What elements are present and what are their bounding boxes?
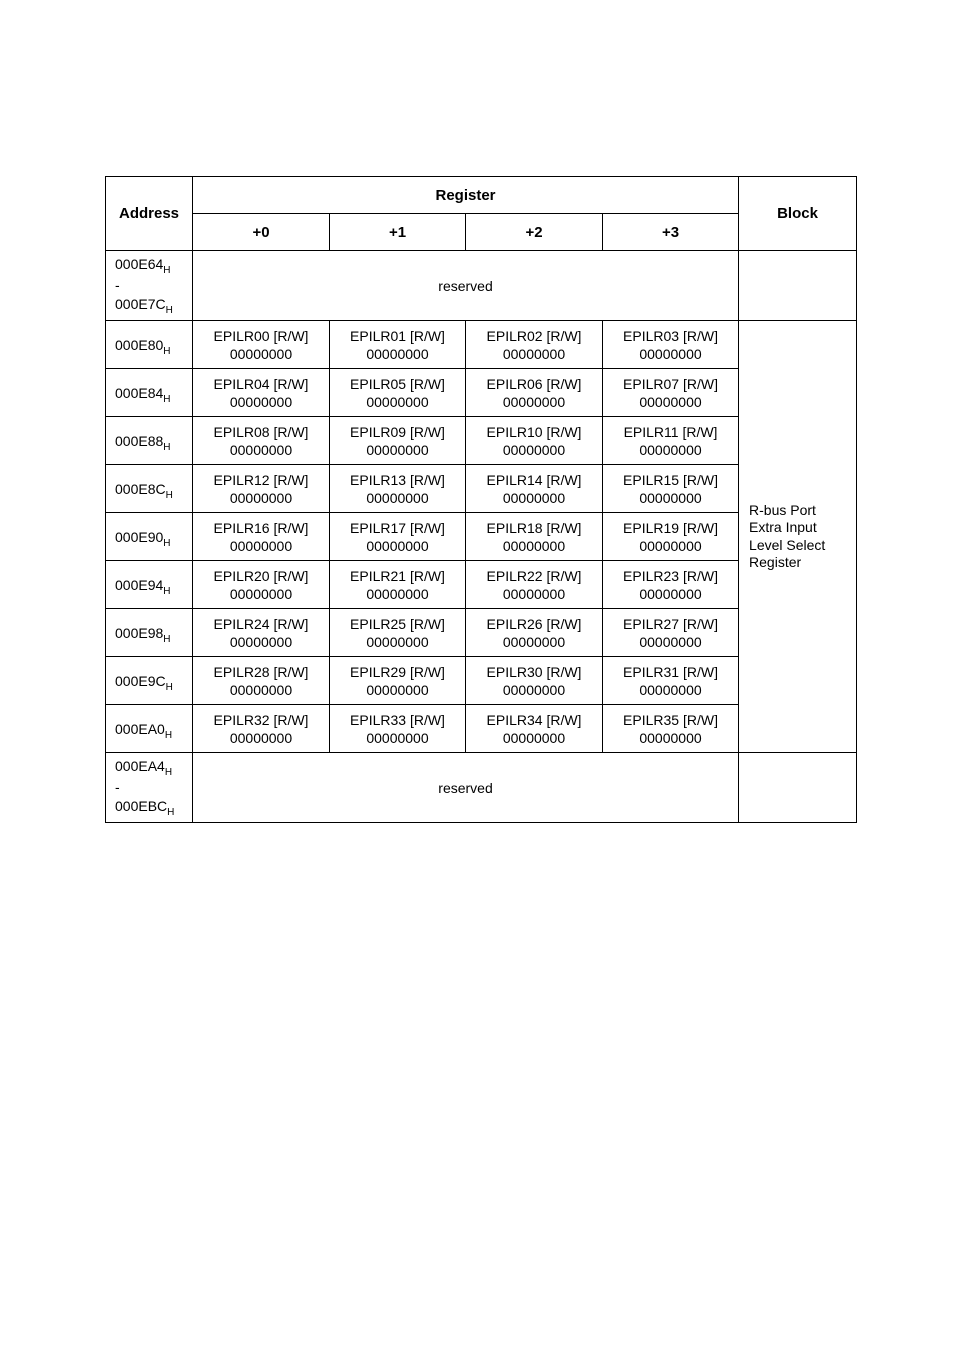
register-name: EPILR06 [R/W] xyxy=(486,375,582,392)
register-name: EPILR22 [R/W] xyxy=(486,567,582,584)
register-initial-value: 00000000 xyxy=(229,393,293,410)
register-initial-value: 00000000 xyxy=(366,441,429,458)
address-value: 000E84 xyxy=(115,384,164,401)
address-cell xyxy=(106,561,193,609)
register-initial-value: 00000000 xyxy=(639,345,702,362)
register-initial-value: 00000000 xyxy=(229,729,293,746)
register-name: EPILR08 [R/W] xyxy=(213,423,309,440)
register-initial-value: 00000000 xyxy=(502,537,566,554)
register-cell xyxy=(466,417,603,465)
register-name: EPILR29 [R/W] xyxy=(350,663,445,680)
offset-header-2: +2 xyxy=(466,214,603,251)
address-cell xyxy=(106,657,193,705)
block-description-line: Level Select xyxy=(749,536,826,553)
register-name: EPILR03 [R/W] xyxy=(623,327,718,344)
register-initial-value: 00000000 xyxy=(502,585,566,602)
register-name: EPILR26 [R/W] xyxy=(486,615,582,632)
address-value: 000E9C xyxy=(115,672,166,689)
register-initial-value: 00000000 xyxy=(502,489,566,506)
address-value: 000E94 xyxy=(115,576,164,593)
register-cell xyxy=(466,561,603,609)
register-cell xyxy=(603,657,739,705)
register-cell xyxy=(603,417,739,465)
address-cell xyxy=(106,705,193,753)
register-name: EPILR17 [R/W] xyxy=(350,519,445,536)
block-header: Block xyxy=(739,177,857,251)
register-name: EPILR31 [R/W] xyxy=(623,663,718,680)
register-name: EPILR12 [R/W] xyxy=(213,471,309,488)
block-cell-empty xyxy=(739,753,857,823)
register-cell xyxy=(330,321,466,369)
address-start: 000EA4 xyxy=(115,758,165,774)
register-name: EPILR27 [R/W] xyxy=(623,615,718,632)
register-cell xyxy=(466,609,603,657)
register-cell xyxy=(466,705,603,753)
address-cell xyxy=(106,417,193,465)
hex-suffix: H xyxy=(163,345,171,357)
register-name: EPILR24 [R/W] xyxy=(213,615,309,632)
register-initial-value: 00000000 xyxy=(366,585,429,602)
address-value: 000E80 xyxy=(115,336,164,353)
register-name: EPILR09 [R/W] xyxy=(350,423,445,440)
register-initial-value: 00000000 xyxy=(639,729,702,746)
hex-suffix: H xyxy=(167,807,175,818)
address-value: 000E8C xyxy=(115,480,166,497)
address-range-cell xyxy=(106,753,193,823)
register-cell xyxy=(193,513,330,561)
register-initial-value: 00000000 xyxy=(366,393,429,410)
register-name: EPILR33 [R/W] xyxy=(350,711,445,728)
register-name: EPILR28 [R/W] xyxy=(213,663,309,680)
address-value: 000EA0 xyxy=(115,720,165,737)
register-cell xyxy=(193,609,330,657)
register-initial-value: 00000000 xyxy=(639,681,702,698)
hex-suffix: H xyxy=(165,489,173,501)
offset-header-1: +1 xyxy=(330,214,466,251)
address-cell xyxy=(106,369,193,417)
address-header: Address xyxy=(106,177,193,251)
register-cell xyxy=(193,561,330,609)
register-name: EPILR10 [R/W] xyxy=(486,423,582,440)
address-cell xyxy=(106,321,193,369)
address-end: 000EBC xyxy=(115,798,168,814)
register-initial-value: 00000000 xyxy=(502,441,566,458)
block-description xyxy=(739,321,857,753)
register-name: EPILR13 [R/W] xyxy=(350,471,445,488)
register-name: EPILR19 [R/W] xyxy=(623,519,718,536)
register-cell xyxy=(193,705,330,753)
register-initial-value: 00000000 xyxy=(366,537,429,554)
address-end: 000E7C xyxy=(115,296,166,312)
register-cell xyxy=(603,513,739,561)
register-initial-value: 00000000 xyxy=(366,345,429,362)
register-cell xyxy=(330,609,466,657)
register-initial-value: 00000000 xyxy=(366,489,429,506)
register-cell xyxy=(603,609,739,657)
register-name: EPILR34 [R/W] xyxy=(486,711,582,728)
reserved-row-bottom xyxy=(106,753,857,823)
register-cell xyxy=(603,465,739,513)
register-initial-value: 00000000 xyxy=(229,345,293,362)
reserved-label: reserved xyxy=(193,753,739,823)
register-initial-value: 00000000 xyxy=(502,393,566,410)
reserved-label: reserved xyxy=(193,251,739,321)
range-dash: - xyxy=(115,277,120,293)
register-initial-value: 00000000 xyxy=(366,729,429,746)
register-name: EPILR02 [R/W] xyxy=(486,327,582,344)
table-row xyxy=(106,321,857,369)
register-name: EPILR04 [R/W] xyxy=(213,375,309,392)
register-name: EPILR00 [R/W] xyxy=(213,327,309,344)
register-initial-value: 00000000 xyxy=(229,681,293,698)
reserved-row-top xyxy=(106,251,857,321)
address-start: 000E64 xyxy=(115,256,164,272)
block-description-line: Register xyxy=(749,554,802,570)
register-name: EPILR15 [R/W] xyxy=(623,471,718,488)
register-name: EPILR35 [R/W] xyxy=(623,711,718,728)
register-cell xyxy=(330,369,466,417)
address-range-cell xyxy=(106,251,193,321)
register-cell xyxy=(603,561,739,609)
register-initial-value: 00000000 xyxy=(502,633,566,650)
register-initial-value: 00000000 xyxy=(366,681,429,698)
hex-suffix: H xyxy=(164,767,173,778)
register-name: EPILR21 [R/W] xyxy=(350,567,445,584)
register-cell xyxy=(193,369,330,417)
register-name: EPILR30 [R/W] xyxy=(486,663,582,680)
register-name: EPILR23 [R/W] xyxy=(623,567,718,584)
hex-suffix: H xyxy=(165,681,173,693)
offset-header-3: +3 xyxy=(603,214,739,251)
register-cell xyxy=(330,705,466,753)
register-initial-value: 00000000 xyxy=(229,585,293,602)
register-name: EPILR25 [R/W] xyxy=(350,615,445,632)
register-name: EPILR20 [R/W] xyxy=(213,567,309,584)
register-name: EPILR05 [R/W] xyxy=(350,375,445,392)
register-name: EPILR01 [R/W] xyxy=(350,327,445,344)
hex-suffix: H xyxy=(165,305,173,316)
register-cell xyxy=(193,465,330,513)
register-cell xyxy=(330,513,466,561)
register-initial-value: 00000000 xyxy=(366,633,429,650)
register-cell xyxy=(466,657,603,705)
block-description-line: Extra Input xyxy=(749,519,817,535)
register-name: EPILR18 [R/W] xyxy=(486,519,582,536)
block-cell-empty xyxy=(739,251,857,321)
range-dash: - xyxy=(115,779,120,795)
register-header: Register xyxy=(193,177,739,214)
hex-suffix: H xyxy=(163,441,171,453)
address-value: 000E98 xyxy=(115,624,164,641)
register-initial-value: 00000000 xyxy=(229,441,293,458)
register-initial-value: 00000000 xyxy=(229,633,293,650)
register-initial-value: 00000000 xyxy=(502,729,566,746)
register-cell xyxy=(193,657,330,705)
hex-suffix: H xyxy=(163,265,171,276)
block-description-line: R-bus Port xyxy=(749,501,816,518)
register-cell xyxy=(466,369,603,417)
register-cell xyxy=(603,321,739,369)
hex-suffix: H xyxy=(163,633,171,645)
hex-suffix: H xyxy=(164,729,173,741)
address-cell xyxy=(106,609,193,657)
register-initial-value: 00000000 xyxy=(639,489,702,506)
register-name: EPILR16 [R/W] xyxy=(213,519,309,536)
register-cell xyxy=(330,561,466,609)
register-initial-value: 00000000 xyxy=(639,585,702,602)
register-initial-value: 00000000 xyxy=(639,537,702,554)
register-cell xyxy=(466,513,603,561)
register-initial-value: 00000000 xyxy=(229,489,293,506)
register-name: EPILR07 [R/W] xyxy=(623,375,718,392)
register-cell xyxy=(466,465,603,513)
register-name: EPILR14 [R/W] xyxy=(486,471,582,488)
address-value: 000E88 xyxy=(115,432,164,449)
register-cell xyxy=(330,657,466,705)
register-cell xyxy=(603,369,739,417)
register-name: EPILR32 [R/W] xyxy=(213,711,309,728)
register-cell xyxy=(193,321,330,369)
register-initial-value: 00000000 xyxy=(229,537,293,554)
register-initial-value: 00000000 xyxy=(502,345,566,362)
register-initial-value: 00000000 xyxy=(639,393,702,410)
address-cell xyxy=(106,513,193,561)
register-cell xyxy=(193,417,330,465)
address-value: 000E90 xyxy=(115,528,164,545)
register-initial-value: 00000000 xyxy=(639,441,702,458)
register-map-table xyxy=(105,176,857,823)
register-cell xyxy=(603,705,739,753)
address-cell xyxy=(106,465,193,513)
register-initial-value: 00000000 xyxy=(502,681,566,698)
hex-suffix: H xyxy=(163,585,171,597)
register-cell xyxy=(330,465,466,513)
register-initial-value: 00000000 xyxy=(639,633,702,650)
hex-suffix: H xyxy=(163,393,171,405)
register-name: EPILR11 [R/W] xyxy=(623,423,718,440)
hex-suffix: H xyxy=(163,537,171,549)
register-cell xyxy=(466,321,603,369)
offset-header-0: +0 xyxy=(193,214,330,251)
register-cell xyxy=(330,417,466,465)
